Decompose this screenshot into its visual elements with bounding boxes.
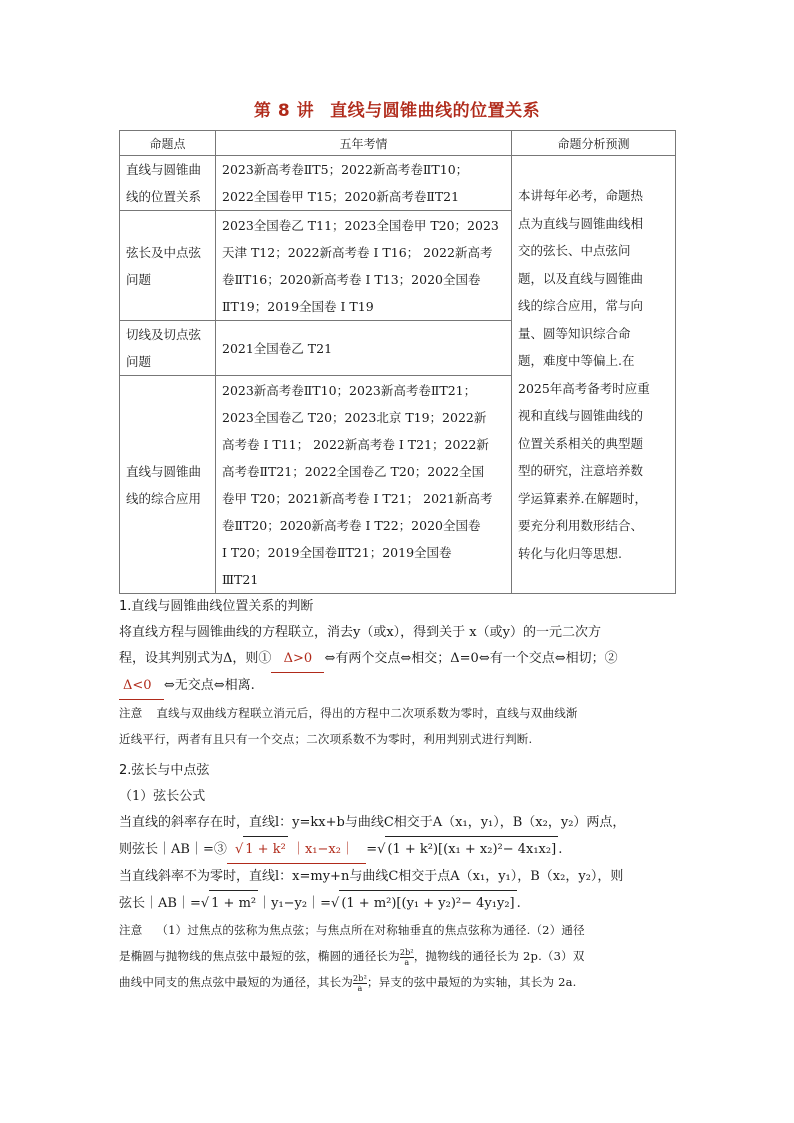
fraction-2b2-over-a: $\frac{\text{2b²}}{a}$ bbox=[353, 973, 368, 993]
header-analysis: 命题分析预测 bbox=[512, 131, 676, 156]
table-row bbox=[120, 156, 676, 211]
fraction-2b2-over-a: $\frac{\text{2b²}}{a}$ bbox=[399, 947, 414, 967]
section-1-line-1: 将直线方程与圆锥曲线的方程联立，消去y（或x），得到关于 x（或y）的一元二次方 bbox=[119, 625, 601, 640]
topic-cell: 弦长及中点弦 问题 bbox=[120, 211, 216, 321]
section-2-note-cont-1: 是椭圆与抛物线的焦点弦中最短的弦，椭圆的通径长为 $\frac{\text{2b²}}{a}$ ，抛物线的通径长为 2p.（3）双 bbox=[119, 947, 585, 967]
section-1-note-cont: 近线平行，两者有且只有一个交点；二次项系数不为零时，利用判别式进行判断. bbox=[119, 732, 533, 746]
section-2 bbox=[119, 758, 679, 995]
exam-analysis-table bbox=[119, 130, 676, 594]
analysis-cell: 本讲每年必考，命题热 点为直线与圆锥曲线相 交的弦长、中点弦问 题，以及直线与圆锥曲 线的综合应用，常与向 量、圆等知识综合命 题，难度中等偏上.在 2025年高考备考时应重 视和直线与圆锥曲线的 位置关系相关的典型题 型的研究，注意培养数 学运算素养.在解题时， 要充分利用数形结合、 转化与化归等思想. bbox=[512, 156, 676, 594]
section-1-heading: 1.直线与圆锥曲线位置关系的判断 bbox=[119, 599, 314, 614]
section-1-line-3: Δ<0 ⇔无交点⇔相离. bbox=[119, 673, 679, 700]
lecture-number: 第 8 讲 bbox=[253, 101, 315, 121]
header-topic: 命题点 bbox=[120, 131, 216, 156]
topic-cell: 直线与圆锥曲 线的综合应用 bbox=[120, 376, 216, 594]
section-2-subheading: （1）弦长公式 bbox=[119, 789, 206, 804]
section-2-heading: 2.弦长与中点弦 bbox=[119, 763, 210, 778]
page-title bbox=[0, 96, 794, 121]
exams-cell: 2023新高考卷ⅡT5；2022新高考卷ⅡT10； 2022全国卷甲 T15；2020新高考卷ⅡT21 bbox=[216, 156, 512, 211]
lecture-topic: 直线与圆锥曲线的位置关系 bbox=[330, 101, 541, 121]
topic-cell: 切线及切点弦 问题 bbox=[120, 321, 216, 376]
answer-blank-2: Δ<0 bbox=[119, 673, 164, 700]
section-2-line-3: 当直线斜率不为零时，直线l：x=my+n与曲线C相交于点A（x₁，y₁），B（x₂，y₂），则 bbox=[119, 869, 624, 884]
section-2-line-4: 弦长｜AB｜=√ 1 + m² ｜y₁−y₂｜=√ (1 + m²)[(y₁ + y₂)²− 4y₁y₂] . bbox=[119, 890, 679, 917]
header-exams: 五年考情 bbox=[216, 131, 512, 156]
section-2-line-2: 则弦长｜AB｜=③ √ 1 + k² ｜x₁−x₂｜ =√ (1 + k²)[(x₁ + x₂)²− 4x₁x₂] . bbox=[119, 836, 679, 864]
exams-cell: 2021全国卷乙 T21 bbox=[216, 321, 512, 376]
exams-cell: 2023新高考卷ⅡT10；2023新高考卷ⅡT21； 2023全国卷乙 T20；2023北京 T19；2022新 高考卷 I T11； 2022新高考卷 I T21；2022新 高考卷ⅡT21；2022全国卷乙 T20；2022全国 卷甲 T20；2021新高考卷 I T21； 2021新高考 卷ⅡT20；2020新高考卷 I T22；2020全国卷 I T20；2019全国卷ⅡT21；2019全国卷 ⅢT21 bbox=[216, 376, 512, 594]
topic-cell: 直线与圆锥曲 线的位置关系 bbox=[120, 156, 216, 211]
answer-blank-3: √ 1 + k² ｜x₁−x₂｜ bbox=[227, 836, 366, 864]
section-2-note-cont-2: 曲线中同支的焦点弦中最短的为通径，其长为 $\frac{\text{2b²}}{a}$ ；异支的弦中最短的为实轴，其长为 2a. bbox=[119, 973, 577, 993]
section-1-line-2: 程，设其判别式为Δ，则① Δ>0 ⇔有两个交点⇔相交；Δ=0⇔有一个交点⇔相切；② bbox=[119, 646, 679, 673]
answer-blank-1: Δ>0 bbox=[271, 646, 324, 673]
section-2-line-1: 当直线的斜率存在时，直线l：y=kx+b与曲线C相交于A（x₁，y₁），B（x₂，y₂）两点， bbox=[119, 815, 626, 830]
table-header-row bbox=[120, 131, 676, 156]
exams-cell: 2023全国卷乙 T11；2023全国卷甲 T20；2023 天津 T12；2022新高考卷 I T16； 2022新高考 卷ⅡT16；2020新高考卷 I T13；2020全国卷 ⅡT19；2019全国卷 I T19 bbox=[216, 211, 512, 321]
section-1 bbox=[119, 594, 679, 752]
section-1-note: 注意 直线与双曲线方程联立消元后，得出的方程中二次项系数为零时，直线与双曲线渐 bbox=[119, 706, 578, 720]
section-2-note: 注意 （1）过焦点的弦称为焦点弦；与焦点所在对称轴垂直的焦点弦称为通径.（2）通径 bbox=[119, 923, 585, 937]
